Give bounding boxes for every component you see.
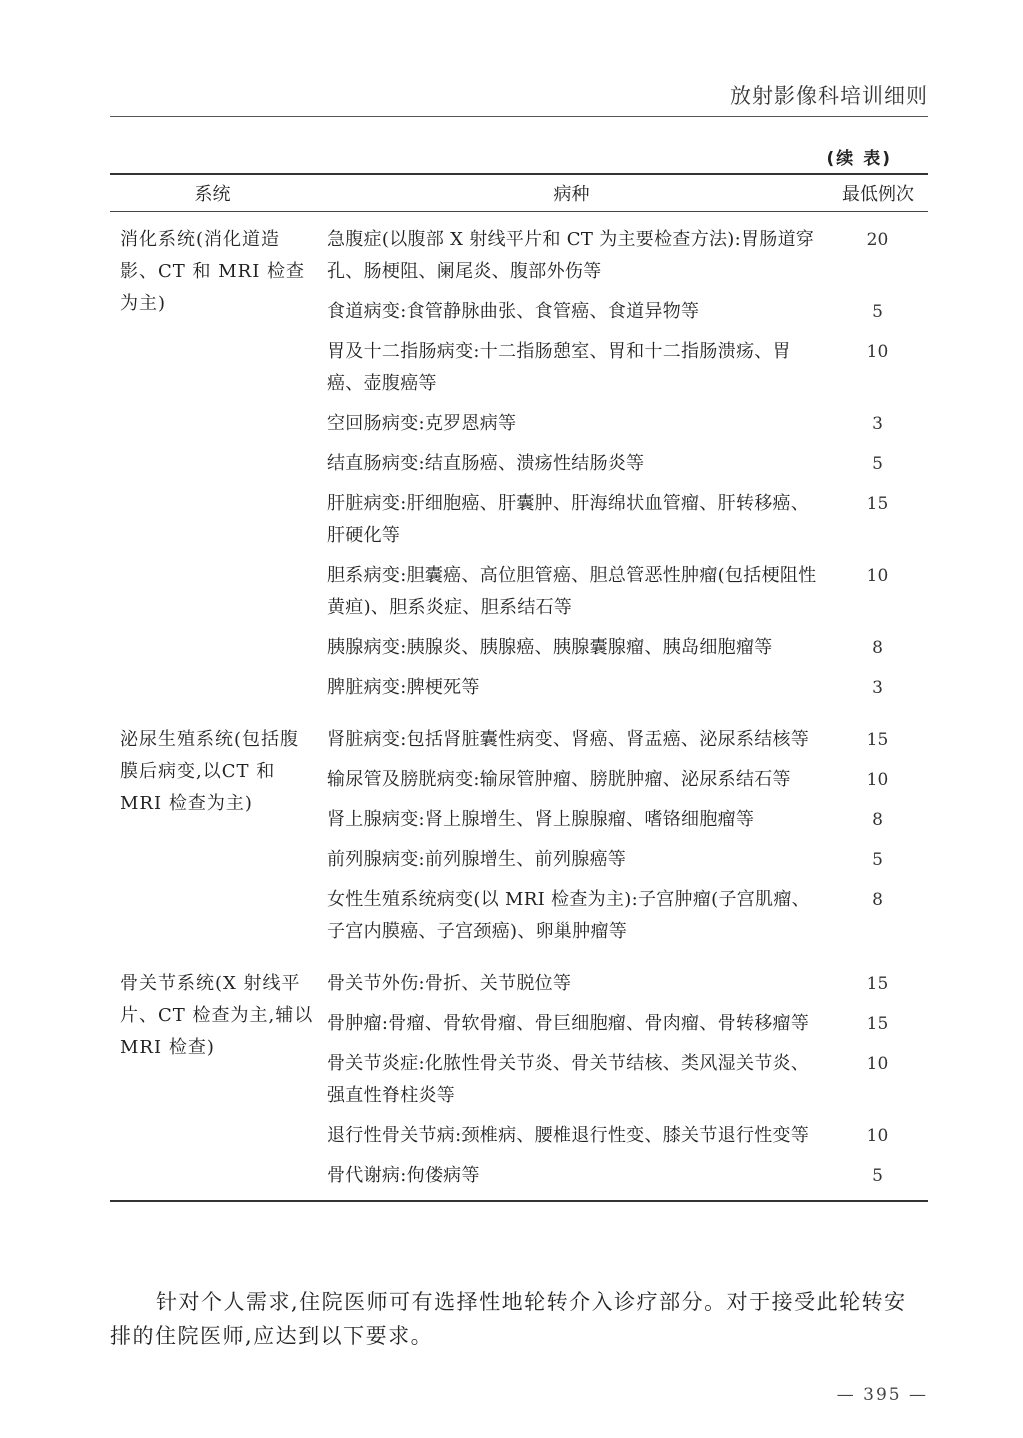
system-name: 骨关节系统(X 射线平片、CT 检查为主,辅以 MRI 检查) — [120, 973, 314, 1058]
table-row — [315, 632, 928, 664]
min-cases-cell: 3 — [872, 414, 883, 434]
min-cases-cell: 5 — [872, 1166, 883, 1186]
table-row — [315, 560, 928, 624]
table-header — [110, 175, 928, 212]
disease-cell: 肾脏病变:包括肾脏囊性病变、肾癌、肾盂癌、泌尿系结核等 — [327, 729, 810, 750]
page-number: — 395 — — [836, 1385, 928, 1405]
body-paragraph: 针对个人需求,住院医师可有选择性地轮转介入诊疗部分。对于接受此轮转安排的住院医师,应达到以下要求。 — [110, 1290, 907, 1348]
disease-cell: 胃及十二指肠病变:十二指肠憩室、胃和十二指肠溃疡、胃癌、壶腹癌等 — [327, 341, 791, 394]
disease-cell: 输尿管及膀胱病变:输尿管肿瘤、膀胱肿瘤、泌尿系结石等 — [327, 769, 791, 790]
disease-cell: 结直肠病变:结直肠癌、溃疡性结肠炎等 — [327, 453, 645, 474]
system-name: 泌尿生殖系统(包括腹膜后病变,以CT 和 MRI 检查为主) — [120, 729, 300, 814]
disease-cell: 退行性骨关节病:颈椎病、腰椎退行性变、膝关节退行性变等 — [327, 1125, 810, 1146]
disease-cell: 前列腺病变:前列腺增生、前列腺癌等 — [327, 849, 627, 870]
table-row — [315, 336, 928, 400]
min-cases-cell: 5 — [872, 454, 883, 474]
min-cases-cell: 8 — [872, 638, 883, 658]
min-cases-cell: 5 — [872, 302, 883, 322]
disease-cell: 胆系病变:胆囊癌、高位胆管癌、胆总管恶性肿瘤(包括梗阻性黄疸)、胆系炎症、胆系结石等 — [327, 565, 817, 618]
min-cases-cell: 3 — [872, 678, 883, 698]
min-cases-cell: 10 — [866, 1126, 889, 1146]
disease-cell: 骨关节外伤:骨折、关节脱位等 — [327, 973, 572, 994]
min-cases-cell: 8 — [872, 810, 883, 830]
column-header-min-cases: 最低例次 — [842, 184, 914, 205]
min-cases-cell: 8 — [872, 890, 883, 910]
system-name: 消化系统(消化道造影、CT 和 MRI 检查为主) — [120, 229, 306, 314]
disease-cell: 空回肠病变:克罗恩病等 — [327, 413, 517, 434]
disease-cell: 骨肿瘤:骨瘤、骨软骨瘤、骨巨细胞瘤、骨肉瘤、骨转移瘤等 — [327, 1013, 810, 1034]
disease-cell: 急腹症(以腹部 X 射线平片和 CT 为主要检查方法):胃肠道穿孔、肠梗阻、阑尾炎、腹部外伤等 — [327, 229, 815, 282]
table-row — [315, 1160, 928, 1192]
min-cases-cell: 15 — [866, 1014, 889, 1034]
min-cases-cell: 10 — [866, 1054, 889, 1074]
min-cases-cell: 15 — [866, 974, 889, 994]
table-row — [315, 1008, 928, 1040]
continued-label: (续 表) — [826, 149, 892, 169]
column-header-system: 系统 — [194, 184, 231, 205]
running-title: 放射影像科培训细则 — [730, 84, 928, 108]
table-group-digestive — [110, 212, 928, 712]
disease-table — [110, 173, 928, 1202]
table-row — [315, 224, 928, 288]
disease-cell: 肾上腺病变:肾上腺增生、肾上腺腺瘤、嗜铬细胞瘤等 — [327, 809, 755, 830]
table-row — [315, 1120, 928, 1152]
column-header-disease: 病种 — [553, 184, 590, 205]
table-row — [315, 448, 928, 480]
disease-cell: 食道病变:食管静脉曲张、食管癌、食道异物等 — [327, 301, 700, 322]
table-row — [315, 488, 928, 552]
min-cases-cell: 10 — [866, 342, 889, 362]
min-cases-cell: 10 — [866, 770, 889, 790]
min-cases-cell: 20 — [866, 230, 889, 250]
min-cases-cell: 15 — [866, 494, 889, 514]
disease-cell: 骨关节炎症:化脓性骨关节炎、骨关节结核、类风湿关节炎、强直性脊柱炎等 — [327, 1053, 810, 1106]
table-row — [315, 968, 928, 1000]
table-row — [315, 804, 928, 836]
disease-cell: 胰腺病变:胰腺炎、胰腺癌、胰腺囊腺瘤、胰岛细胞瘤等 — [327, 637, 773, 658]
table-row — [315, 296, 928, 328]
header-rule — [110, 116, 928, 117]
table-row — [315, 884, 928, 948]
disease-cell: 女性生殖系统病变(以 MRI 检查为主):子宫肿瘤(子宫肌瘤、子宫内膜癌、子宫颈癌)、卵巢肿瘤等 — [327, 889, 810, 942]
table-row — [315, 844, 928, 876]
table-group-musculoskeletal — [110, 956, 928, 1200]
table-row — [315, 408, 928, 440]
min-cases-cell: 15 — [866, 730, 889, 750]
disease-cell: 骨代谢病:佝偻病等 — [327, 1165, 480, 1186]
min-cases-cell: 10 — [866, 566, 889, 586]
table-row — [315, 1048, 928, 1112]
table-row — [315, 764, 928, 796]
disease-cell: 脾脏病变:脾梗死等 — [327, 677, 480, 698]
min-cases-cell: 5 — [872, 850, 883, 870]
table-row — [315, 724, 928, 756]
table-row — [315, 672, 928, 704]
table-group-urogenital — [110, 712, 928, 956]
disease-cell: 肝脏病变:肝细胞癌、肝囊肿、肝海绵状血管瘤、肝转移癌、肝硬化等 — [327, 493, 810, 546]
